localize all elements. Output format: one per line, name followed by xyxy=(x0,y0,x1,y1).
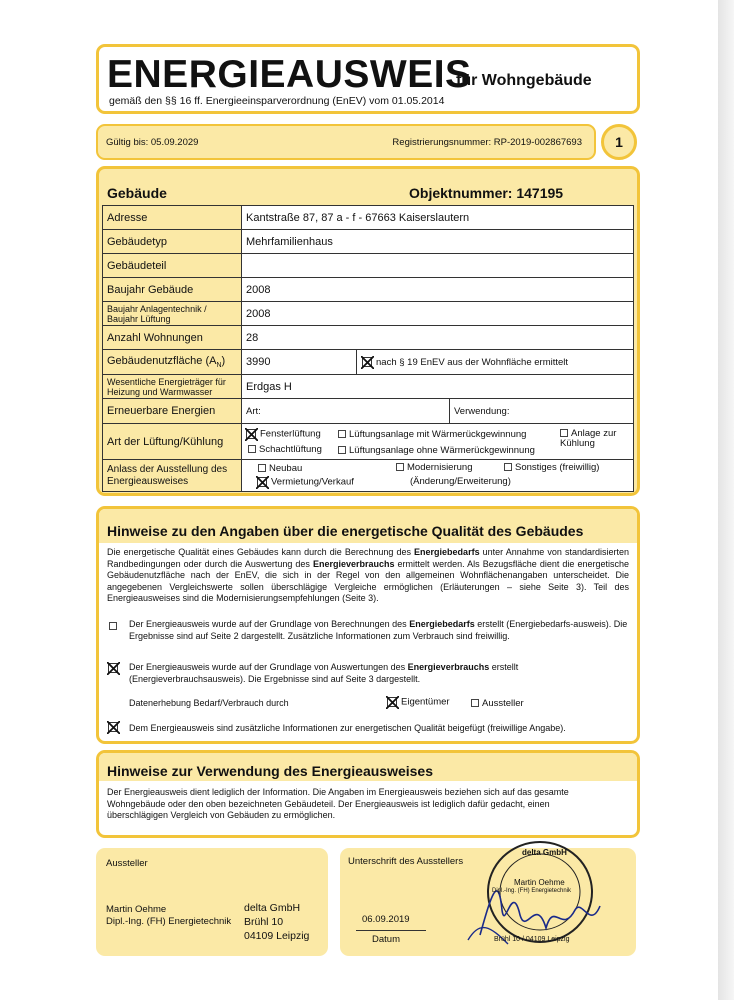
hints-title: Hinweise zu den Angaben über die energetische Qualität des Gebäudes xyxy=(107,523,584,539)
date-line xyxy=(356,930,426,931)
survey-issuer[interactable]: Aussteller xyxy=(471,698,524,709)
year-built-label: Baujahr Gebäude xyxy=(103,278,242,302)
checked-box-icon[interactable] xyxy=(386,696,398,708)
checkbox-icon[interactable] xyxy=(471,699,479,707)
table-row xyxy=(103,350,634,375)
ventilation-label: Art der Lüftung/Kühlung xyxy=(103,424,242,460)
ventilation-options xyxy=(242,424,634,460)
date-label: Datum xyxy=(372,934,400,945)
table-row xyxy=(103,399,634,424)
reason-options xyxy=(242,460,634,492)
signature-date: 06.09.2019 xyxy=(362,914,410,925)
checked-box-icon[interactable] xyxy=(107,721,119,733)
reason-rent-sale[interactable]: Vermietung/Verkauf xyxy=(256,476,354,488)
vent-option-cooling[interactable]: Anlage zur Kühlung xyxy=(560,428,617,449)
renewable-use: Verwendung: xyxy=(454,405,510,417)
reason-modernisation-note: (Änderung/Erweiterung) xyxy=(410,476,511,487)
checkbox-icon[interactable] xyxy=(396,463,404,471)
vent-option-shaft[interactable]: Schachtlüftung xyxy=(248,444,322,455)
energy-carrier-value: Erdgas H xyxy=(242,375,634,399)
legal-basis: gemäß den §§ 16 ff. Energieeinsparverordnung (EnEV) vom 01.05.2014 xyxy=(109,95,445,107)
checkbox-icon[interactable] xyxy=(560,429,568,437)
renewable-cell xyxy=(242,399,634,424)
checked-box-icon[interactable] xyxy=(107,662,119,674)
usage-title: Hinweise zur Verwendung des Energieausweises xyxy=(107,763,434,779)
building-part-value xyxy=(242,254,634,278)
certificate-header xyxy=(96,44,640,114)
energy-carrier-label: Wesentliche Energieträger für Heizung und Warmwasser xyxy=(103,375,242,399)
checkbox-icon[interactable] xyxy=(338,446,346,454)
issuer-title: Dipl.-Ing. (FH) Energietechnik xyxy=(106,916,232,927)
address-value: Kantstraße 87, 87 a - f - 67663 Kaiserslautern xyxy=(242,206,634,230)
vent-option-without-recovery[interactable]: Lüftungsanlage ohne Wärmerückgewinnung xyxy=(338,445,535,456)
renewable-type: Art: xyxy=(242,399,450,423)
reason-modernisation[interactable]: Modernisierung xyxy=(396,462,472,473)
survey-owner[interactable]: Eigentümer xyxy=(386,696,450,708)
vent-option-window[interactable]: Fensterlüftung xyxy=(245,428,321,440)
issuer-label: Aussteller xyxy=(106,858,148,869)
building-part-label: Gebäudeteil xyxy=(103,254,242,278)
checkbox-icon[interactable] xyxy=(248,445,256,453)
area-cell xyxy=(242,350,634,375)
checked-box-icon[interactable] xyxy=(245,428,257,440)
vent-option-with-recovery[interactable]: Lüftungsanlage mit Wärmerückgewinnung xyxy=(338,429,526,440)
usage-hints-section xyxy=(96,750,640,838)
hints-intro: Die energetische Qualität eines Gebäudes kann durch die Berechnung des Energiebedarfs unter Annahme von standardisierten Randbedingungen oder durch die Auswertung des Energieverbrauchs ermittelt werden. Als Bezugsfläche dient die energetische Gebäudenutzfläche nach der EnEV, die sich in der Regel von den allgemeinen Wohnflächenangaben unterscheidet. Die angegebenen Vergleichswerte sollen überschlägige Vergleiche ermöglichen (Erläuterungen – siehe Seite 3). Teil des Energieausweises sind die Modernisierungsempfehlungen (Seite 3). xyxy=(107,547,630,603)
reason-new-build[interactable]: Neubau xyxy=(258,463,302,474)
table-row xyxy=(103,424,634,460)
area-value: 3990 xyxy=(242,350,357,374)
checkbox-icon[interactable] xyxy=(109,622,117,630)
stamp-address: Brühl 10 / 04109 Leipzig xyxy=(494,936,570,943)
address-label: Adresse xyxy=(103,206,242,230)
checkbox-icon[interactable] xyxy=(338,430,346,438)
stamp-name: Martin Oehme xyxy=(514,878,565,887)
units-label: Anzahl Wohnungen xyxy=(103,326,242,350)
table-row xyxy=(103,460,634,492)
building-heading: Gebäude xyxy=(107,185,167,201)
issuer-street: Brühl 10 xyxy=(244,916,284,928)
reason-other[interactable]: Sonstiges (freiwillig) xyxy=(504,462,599,473)
year-tech-label: Baujahr Anlagentechnik / Baujahr Lüftung xyxy=(103,302,242,326)
issuer-section xyxy=(96,848,328,956)
area-label: Gebäudenutzfläche $(A_N)$ xyxy=(103,350,242,375)
issuer-name: Martin Oehme xyxy=(106,904,167,915)
additional-info-note: Dem Energieausweis sind zusätzliche Informationen zur energetischen Qualität beigefügt (freiwillige Angabe). xyxy=(129,723,566,733)
certificate-title: ENERGIEAUSWEIS xyxy=(107,53,472,96)
units-value: 28 xyxy=(242,326,634,350)
option-demand-certificate: Der Energieausweis wurde auf der Grundlage von Berechnungen des Energiebedarfs erstellt (Energiebedarfs-ausweis). Die Ergebnisse sind auf Seite 2 dargestellt. Zusätzliche Informationen zum Verbrauch sind freiwillig. xyxy=(129,619,628,641)
table-row xyxy=(103,206,634,230)
table-row xyxy=(103,302,634,326)
usage-header xyxy=(99,753,637,781)
area-note: nach § 19 EnEV aus der Wohnfläche ermittelt xyxy=(357,350,568,374)
checked-box-icon[interactable] xyxy=(256,476,268,488)
option-consumption-certificate: Der Energieausweis wurde auf der Grundlage von Auswertungen des Energieverbrauchs erstellt (Energieverbrauchsausweis). Die Ergebnisse sind auf Seite 3 dargestellt. xyxy=(129,662,519,684)
table-row xyxy=(103,230,634,254)
renewable-label: Erneuerbare Energien xyxy=(103,399,242,424)
table-row xyxy=(103,375,634,399)
survey-label: Datenerhebung Bedarf/Verbrauch durch xyxy=(129,698,289,708)
registration-number: Registrierungsnummer: RP-2019-002867693 xyxy=(392,137,582,148)
usage-text: Der Energieausweis dient lediglich der Information. Die Angaben im Energieausweis beziehen sich auf das gesamte Wohngebäude oder den oben bezeichneten Gebäudeteil. Der Energieausweis ist lediglich dafür gedacht, einen überschlägigen Vergleich von Gebäuden zu ermöglichen. xyxy=(107,787,569,820)
quality-hints-section xyxy=(96,506,640,744)
building-type-value: Mehrfamilienhaus xyxy=(242,230,634,254)
year-built-value: 2008 xyxy=(242,278,634,302)
certificate-subtitle: für Wohngebäude xyxy=(456,72,592,89)
issuer-company: delta GmbH xyxy=(244,902,301,914)
hints-header xyxy=(99,509,637,543)
table-row xyxy=(103,254,634,278)
page-edge xyxy=(718,0,734,1000)
checkbox-icon[interactable] xyxy=(258,464,266,472)
object-number: Objektnummer: 147195 xyxy=(409,185,564,201)
signature-label: Unterschrift des Ausstellers xyxy=(348,856,464,867)
valid-until: Gültig bis: 05.09.2029 xyxy=(106,137,199,148)
year-tech-value: 2008 xyxy=(242,302,634,326)
stamp-company: delta GmbH xyxy=(522,848,567,857)
building-table xyxy=(102,205,634,492)
page-number-badge: 1 xyxy=(601,124,637,160)
stamp-title: Dipl.-Ing. (FH) Energietechnik xyxy=(492,888,572,894)
checkbox-icon[interactable] xyxy=(504,463,512,471)
reason-label: Anlass der Ausstellung des Energieausweises xyxy=(103,460,242,492)
checked-box-icon[interactable] xyxy=(361,356,373,368)
table-row xyxy=(103,326,634,350)
building-type-label: Gebäudetyp xyxy=(103,230,242,254)
signature-section xyxy=(340,848,636,956)
issuer-city: 04109 Leipzig xyxy=(244,930,310,942)
table-row xyxy=(103,278,634,302)
validity-bar xyxy=(96,124,596,160)
building-section xyxy=(96,166,640,496)
